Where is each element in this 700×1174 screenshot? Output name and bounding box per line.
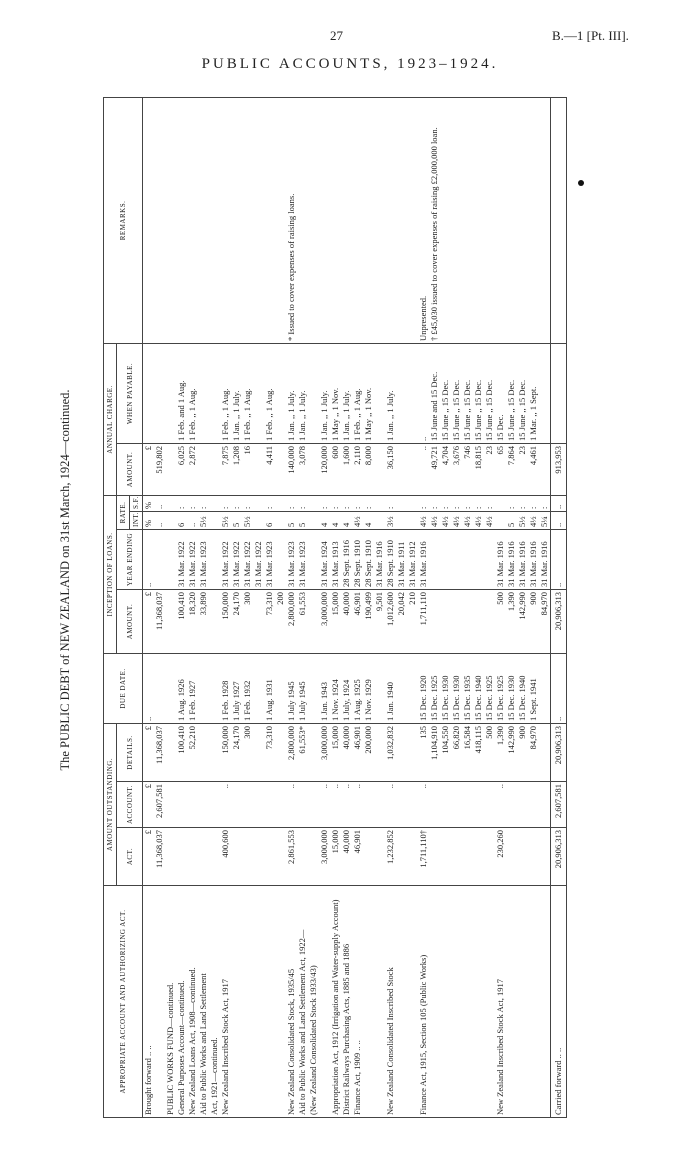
cell-annual-amount: 1,600 bbox=[341, 443, 352, 495]
cell-act-amount: 230,260 bbox=[495, 828, 551, 886]
cell-inception-amount: 150,000 24,170 300 73,310 200 bbox=[220, 590, 286, 654]
cell-rate-int: 4½ 4 bbox=[352, 512, 385, 530]
cell-rate-sf: : bbox=[319, 495, 330, 511]
cell-act-name: Carried forward .. .. bbox=[551, 886, 567, 1118]
cell-when-payable: 1 Feb. and 1 Aug. 1 Feb. ,, 1 Aug. bbox=[176, 343, 220, 443]
header-amount-outstanding: AMOUNT OUTSTANDING. bbox=[104, 724, 117, 886]
cell-details-amount: 15,000 bbox=[330, 724, 341, 782]
header-act: ACT. bbox=[117, 828, 143, 886]
cell-year-ending: 31 Mar. 1913 bbox=[330, 530, 341, 590]
cell-when-payable: .. 15 June and 15 Dec. 15 June ,, 15 Dec. 15 June ,, 15 Dec. 15 June ,, 15 Dec. 15 June ,, 15 Dec. 15 June ,, 15 Dec. bbox=[418, 343, 495, 443]
cell-act-amount: 400,600 bbox=[220, 828, 286, 886]
cell-rate-sf: : bbox=[330, 495, 341, 511]
cell-act-amount: 20,906,313 bbox=[551, 828, 567, 886]
cell-inception-amount: 46,901 190,499 9,501 bbox=[352, 590, 385, 654]
table-title: The PUBLIC DEBT of NEW ZEALAND on 31st March, 1924—continued. bbox=[58, 389, 72, 771]
cell-when-payable: 1 Jan. ,, 1 July. bbox=[341, 343, 352, 443]
cell-when-payable: 1 Jan. ,, 1 July. bbox=[319, 343, 330, 443]
cell-act-name: New Zealand Consolidated Stock, 1935/45 Aid to Public Works and Land Settlement Act, 1922— (New Zealand Consolidated Stock 1933/43) bbox=[286, 886, 319, 1118]
header-remarks: REMARKS. bbox=[104, 97, 143, 343]
cell-year-ending: 31 Mar. 1916 bbox=[418, 530, 495, 590]
cell-due-date: .. bbox=[143, 654, 166, 724]
cell-details-amount: 3,000,000 bbox=[319, 724, 330, 782]
cell-inception-amount: 500 1,390 142,990 900 84,970 bbox=[495, 590, 551, 654]
cell-annual-amount: 140,000 3,078 bbox=[286, 443, 319, 495]
table-row bbox=[551, 97, 567, 1117]
public-debt-table-container bbox=[103, 98, 615, 1118]
cell-rate-sf: : : : : bbox=[495, 495, 551, 511]
cell-act-name: Brought forward .. .. bbox=[143, 886, 166, 1118]
cell-details-amount: £ 11,368,037 bbox=[143, 724, 166, 782]
cell-rate-int bbox=[165, 512, 176, 530]
header-annual-amount: AMOUNT. bbox=[117, 443, 143, 495]
cell-inception-amount: 3,000,000 bbox=[319, 590, 330, 654]
cell-annual-amount: 913,953 bbox=[551, 443, 567, 495]
cell-year-ending: .. bbox=[143, 530, 166, 590]
cell-annual-amount: 600 bbox=[330, 443, 341, 495]
cell-rate-int: 4 bbox=[319, 512, 330, 530]
cell-annual-amount: .. 49,721 4,704 3,676 746 18,815 23 bbox=[418, 443, 495, 495]
cell-due-date: 1 Jan. 1943 bbox=[319, 654, 330, 724]
cell-inception-amount: 15,000 bbox=[330, 590, 341, 654]
cell-when-payable bbox=[143, 343, 166, 443]
cell-annual-amount: 2,110 8,000 bbox=[352, 443, 385, 495]
cell-act-name: Finance Act, 1915, Section 105 (Public Works) bbox=[418, 886, 495, 1118]
cell-rate-sf: : bbox=[385, 495, 418, 511]
table-row bbox=[418, 97, 495, 1117]
table-row bbox=[286, 97, 319, 1117]
cell-year-ending: 31 Mar. 1924 bbox=[319, 530, 330, 590]
header-inception: INCEPTION OF LOANS. bbox=[104, 495, 117, 653]
cell-due-date: 1 July 1945 1 July 1945 bbox=[286, 654, 319, 724]
cell-rate-sf: : : : bbox=[176, 495, 220, 511]
cell-when-payable: 1 Jan. ,, 1 July. bbox=[385, 343, 418, 443]
cell-annual-amount: 120,000 bbox=[319, 443, 330, 495]
cell-when-payable bbox=[551, 343, 567, 443]
table-row bbox=[143, 97, 166, 1117]
cell-when-payable: 15 Dec. 15 June ,, 15 Dec. 15 June ,, 15 Dec. 1 Mar. ,, 1 Sept. bbox=[495, 343, 551, 443]
cell-rate-int: 5 5 bbox=[286, 512, 319, 530]
header-due-date: DUE DATE. bbox=[104, 654, 143, 724]
cell-rate-sf: : : bbox=[286, 495, 319, 511]
cell-year-ending: 31 Mar. 1922 31 Mar. 1922 31 Mar. 1922 31 Mar. 1922 31 Mar. 1923 bbox=[220, 530, 286, 590]
cell-year-ending: 28 Sept. 1916 bbox=[341, 530, 352, 590]
cell-rate-int: 4 bbox=[330, 512, 341, 530]
cell-act-name: Finance Act, 1909 .. .. bbox=[352, 886, 385, 1118]
cell-details-amount: 100,410 52,210 bbox=[176, 724, 220, 782]
cell-remarks bbox=[495, 97, 551, 343]
header-details: DETAILS. bbox=[117, 724, 143, 782]
cell-account-amount: .. bbox=[220, 782, 286, 828]
cell-year-ending: 31 Mar. 1922 31 Mar. 1922 31 Mar. 1923 bbox=[176, 530, 220, 590]
cell-account-amount: .. bbox=[330, 782, 341, 828]
cell-year-ending: 28 Sept. 1910 31 Mar. 1911 31 Mar. 1912 bbox=[385, 530, 418, 590]
cell-account-amount: .. bbox=[495, 782, 551, 828]
cell-act-amount: 3,000,000 bbox=[319, 828, 330, 886]
cell-act-name: New Zealand Inscribed Stock Act, 1917 bbox=[220, 886, 286, 1118]
cell-account-amount: .. bbox=[385, 782, 418, 828]
cell-due-date: 15 Dec. 1925 15 Dec. 1930 15 Dec. 1940 1 Sept. 1941 bbox=[495, 654, 551, 724]
cell-remarks bbox=[143, 97, 166, 343]
cell-year-ending bbox=[165, 530, 176, 590]
cell-act-amount: 15,000 bbox=[330, 828, 341, 886]
cell-annual-amount: 6,025 2,872 bbox=[176, 443, 220, 495]
cell-annual-amount: 7,875 1,208 16 4,411 bbox=[220, 443, 286, 495]
cell-account-amount: .. bbox=[418, 782, 495, 828]
cell-account-amount: .. bbox=[319, 782, 330, 828]
cell-remarks: Unpresented. † £45,030 issued to cover expenses of raising £2,000,000 loan. bbox=[418, 97, 495, 343]
cell-account-amount: £ 2,607,581 bbox=[143, 782, 166, 828]
cell-act-name bbox=[319, 886, 330, 1118]
cell-act-name: New Zealand Consolidated Inscribed Stock bbox=[385, 886, 418, 1118]
cell-remarks bbox=[341, 97, 352, 343]
cell-rate-sf bbox=[165, 495, 176, 511]
table-row bbox=[319, 97, 330, 1117]
cell-year-ending: 28 Sept. 1910 28 Sept. 1910 31 Mar. 1916 bbox=[352, 530, 385, 590]
cell-account-amount: .. bbox=[286, 782, 319, 828]
cell-rate-int: 5½ 5 5½ 6 bbox=[220, 512, 286, 530]
cell-details-amount: 135 1,104,910 104,550 66,820 16,584 418,115 500 bbox=[418, 724, 495, 782]
cell-account-amount bbox=[176, 782, 220, 828]
cell-rate-int: 6 .. 5½ bbox=[176, 512, 220, 530]
cell-remarks bbox=[176, 97, 220, 343]
cell-act-amount: 40,000 bbox=[341, 828, 352, 886]
cell-inception-amount: 1,012,600 20,042 210 bbox=[385, 590, 418, 654]
cell-due-date: 1 Aug. 1926 1 Feb. 1927 bbox=[176, 654, 220, 724]
cell-remarks bbox=[551, 97, 567, 343]
cell-remarks bbox=[352, 97, 385, 343]
cell-remarks bbox=[385, 97, 418, 343]
cell-due-date: 15 Dec. 1920 15 Dec. 1925 15 Dec. 1930 15 Dec. 1930 15 Dec. 1935 15 Dec. 1940 15 Dec. 1925 bbox=[418, 654, 495, 724]
cell-rate-int: 5 5½ 4½ 5¼ bbox=[495, 512, 551, 530]
cell-due-date: 1 Aug. 1925 1 Nov. 1929 bbox=[352, 654, 385, 724]
cell-act-name: PUBLIC WORKS FUND—continued. bbox=[165, 886, 176, 1118]
cell-rate-int: % .. bbox=[143, 512, 166, 530]
header-int: INT. bbox=[130, 512, 143, 530]
cell-details-amount: 40,000 bbox=[341, 724, 352, 782]
cell-due-date: 1 Nov. 1924 bbox=[330, 654, 341, 724]
header-when-payable: WHEN PAYABLE. bbox=[117, 343, 143, 443]
cell-act-name: New Zealand Inscribed Stock Act, 1917 bbox=[495, 886, 551, 1118]
cell-act-name: General Purposes Account—continued. New Zealand Loans Act, 1908—continued. Aid to Public Works and Land Settlement Act, 1921—continued. bbox=[176, 886, 220, 1118]
cell-account-amount: .. bbox=[341, 782, 352, 828]
cell-rate-int: 4½ 4½ 4½ 4½ 4½ 4½ 4½ bbox=[418, 512, 495, 530]
header-rate: RATE. bbox=[117, 495, 130, 529]
cell-account-amount bbox=[165, 782, 176, 828]
cell-annual-amount: 65 7,864 23 4,461 bbox=[495, 443, 551, 495]
header-year-ending: YEAR ENDING bbox=[117, 530, 143, 590]
page-number: 27 bbox=[330, 28, 343, 43]
public-debt-table bbox=[103, 97, 567, 1118]
cell-due-date: 1 Jan. 1940 bbox=[385, 654, 418, 724]
cell-rate-int: 4 bbox=[341, 512, 352, 530]
cell-inception-amount: £ 11,368,037 bbox=[143, 590, 166, 654]
cell-details-amount bbox=[165, 724, 176, 782]
table-row bbox=[495, 97, 551, 1117]
cell-details-amount: 2,800,000 61,553* bbox=[286, 724, 319, 782]
document-reference: B.—1 [Pt. III]. bbox=[552, 28, 629, 43]
table-row bbox=[352, 97, 385, 1117]
table-row bbox=[385, 97, 418, 1117]
cell-when-payable: 1 Feb. ,, 1 Aug. 1 Jan. ,, 1 July. 1 Feb. ,, 1 Aug. 1 Feb. ,, 1 Aug. bbox=[220, 343, 286, 443]
cell-rate-int: .. bbox=[551, 512, 567, 530]
cell-annual-amount: £ 519,802 bbox=[143, 443, 166, 495]
cell-remarks bbox=[165, 97, 176, 343]
cell-remarks: * Issued to cover expenses of raising loans. bbox=[286, 97, 319, 343]
header-amount: AMOUNT. bbox=[117, 590, 143, 654]
cell-due-date: 1 Feb. 1928 1 July 1927 1 Feb. 1932 1 Aug. 1931 bbox=[220, 654, 286, 724]
cell-year-ending: 31 Mar. 1923 31 Mar. 1923 bbox=[286, 530, 319, 590]
cell-annual-amount bbox=[165, 443, 176, 495]
cell-when-payable: 1 Jan. ,, 1 July. 1 Jan. ,, 1 July. bbox=[286, 343, 319, 443]
cell-remarks bbox=[330, 97, 341, 343]
table-row bbox=[176, 97, 220, 1117]
cell-details-amount: 1,390 142,990 900 84,970 bbox=[495, 724, 551, 782]
cell-when-payable: 1 May ,, 1 Nov. bbox=[330, 343, 341, 443]
page-title: PUBLIC ACCOUNTS, 1923–1924. bbox=[201, 56, 499, 72]
cell-act-amount: 1,232,852 bbox=[385, 828, 418, 886]
cell-rate-sf: % .. bbox=[143, 495, 166, 511]
cell-inception-amount: 2,800,000 61,553 bbox=[286, 590, 319, 654]
header-account: ACCOUNT. bbox=[117, 782, 143, 828]
cell-inception-amount: 40,000 bbox=[341, 590, 352, 654]
cell-rate-sf: : : : : bbox=[220, 495, 286, 511]
cell-remarks bbox=[319, 97, 330, 343]
cell-details-amount: 46,901 200,000 bbox=[352, 724, 385, 782]
table-row bbox=[165, 97, 176, 1117]
cell-rate-sf: : bbox=[341, 495, 352, 511]
cell-annual-amount: 36,150 bbox=[385, 443, 418, 495]
cell-rate-sf: : : bbox=[352, 495, 385, 511]
cell-act-amount bbox=[165, 828, 176, 886]
cell-inception-amount: 20,906,313 bbox=[551, 590, 567, 654]
ink-dot bbox=[578, 180, 584, 186]
table-row bbox=[220, 97, 286, 1117]
cell-details-amount: 20,906,313 bbox=[551, 724, 567, 782]
cell-account-amount: .. bbox=[352, 782, 385, 828]
cell-act-name: District Railways Purchasing Acts, 1885 and 1886 bbox=[341, 886, 352, 1118]
cell-rate-int: 3½ bbox=[385, 512, 418, 530]
cell-act-name: Appropriation Act, 1912 (Irrigation and Water-supply Account) bbox=[330, 886, 341, 1118]
cell-act-amount: 2,861,553 bbox=[286, 828, 319, 886]
cell-rate-sf: .. bbox=[551, 495, 567, 511]
table-body bbox=[143, 97, 567, 1117]
cell-when-payable: 1 Feb. ,, 1 Aug. 1 May ,, 1 Nov. bbox=[352, 343, 385, 443]
cell-act-amount: £ 11,368,037 bbox=[143, 828, 166, 886]
header-act-col: APPROPRIATE ACCOUNT AND AUTHORIZING ACT. bbox=[104, 886, 143, 1118]
table-row bbox=[341, 97, 352, 1117]
header-annual-charge: ANNUAL CHARGE. bbox=[104, 343, 117, 495]
cell-act-amount: 1,711,110† bbox=[418, 828, 495, 886]
cell-due-date: .. bbox=[551, 654, 567, 724]
cell-when-payable bbox=[165, 343, 176, 443]
cell-details-amount: 150,000 24,170 300 73,310 bbox=[220, 724, 286, 782]
cell-act-amount bbox=[176, 828, 220, 886]
cell-year-ending: 31 Mar. 1916 31 Mar. 1916 31 Mar. 1916 31 Mar. 1916 31 Mar. 1916 bbox=[495, 530, 551, 590]
cell-account-amount: 2,607,581 bbox=[551, 782, 567, 828]
cell-due-date: 1 July, 1924 bbox=[341, 654, 352, 724]
cell-details-amount: 1,032,832 bbox=[385, 724, 418, 782]
header-sf: S.F. bbox=[130, 495, 143, 511]
cell-act-amount: 46,901 bbox=[352, 828, 385, 886]
cell-rate-sf: : : : : : : : bbox=[418, 495, 495, 511]
cell-inception-amount: 1,711,110 bbox=[418, 590, 495, 654]
cell-remarks bbox=[220, 97, 286, 343]
cell-inception-amount: 100,410 18,320 33,890 bbox=[176, 590, 220, 654]
cell-due-date bbox=[165, 654, 176, 724]
cell-inception-amount bbox=[165, 590, 176, 654]
cell-year-ending: .. bbox=[551, 530, 567, 590]
table-row bbox=[330, 97, 341, 1117]
